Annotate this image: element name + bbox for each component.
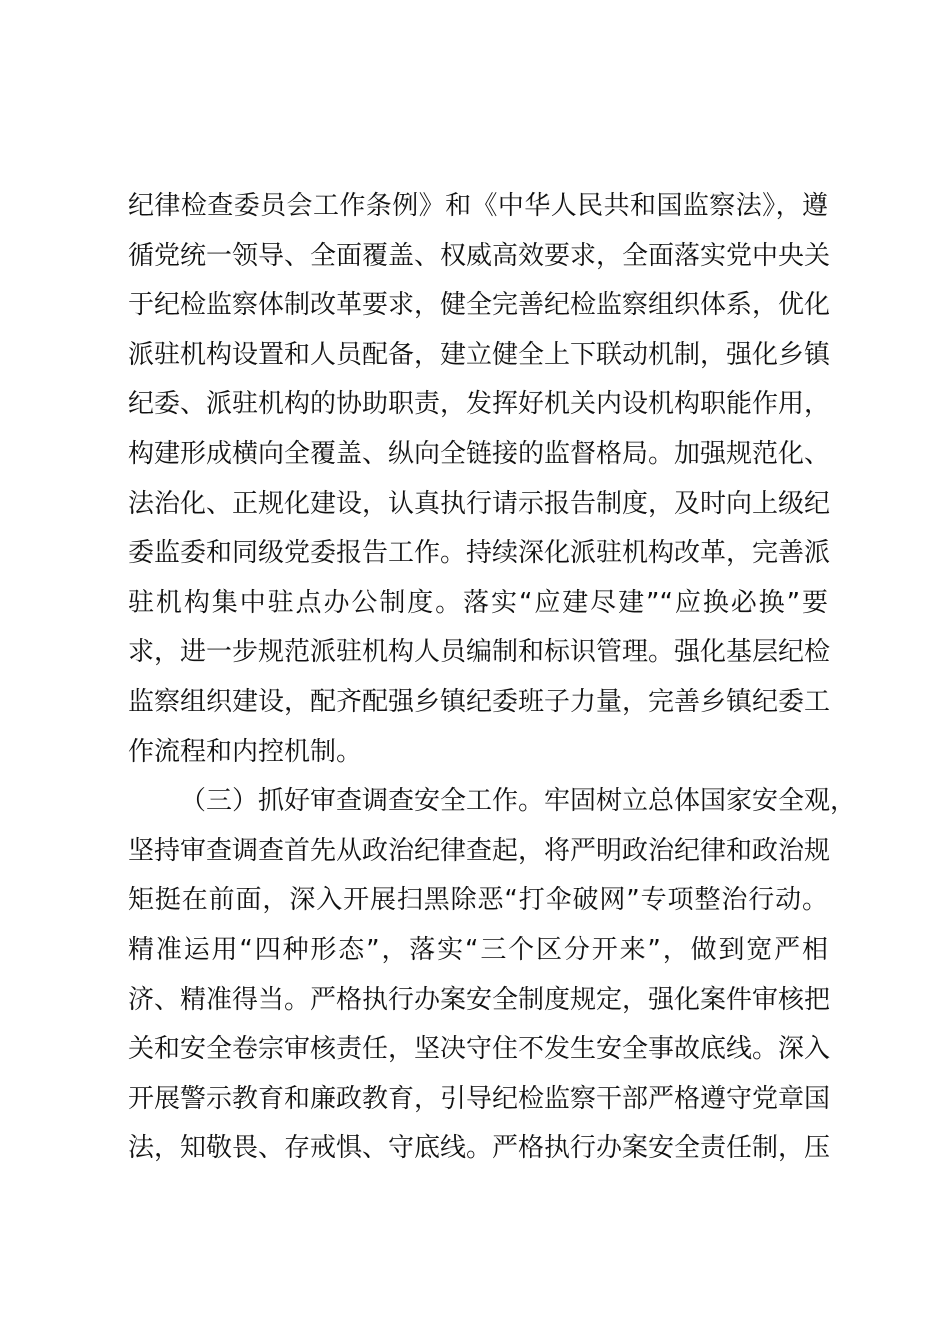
text-line: 于纪检监察体制改革要求，健全完善纪检监察组织体系，优化 [128,290,831,321]
text-line: 构建形成横向全覆盖、纵向全链接的监督格局。加强规范化、 [128,438,831,469]
text-line: 委监委和同级党委报告工作。持续深化派驻机构改革，完善派 [128,538,831,569]
text-line: 坚持审查调查首先从政治纪律查起，将严明政治纪律和政治规 [128,835,831,866]
text-line: 开展警示教育和廉政教育，引导纪检监察干部严格遵守党章国 [128,1083,831,1114]
text-line: 监察组织建设，配齐配强乡镇纪委班子力量，完善乡镇纪委工 [128,686,831,717]
text-line: 法，知敬畏、存戒惧、守底线。严格执行办案安全责任制，压 [128,1133,831,1164]
text-line: 驻机构集中驻点办公制度。落实“应建尽建”“应换必换”要 [128,587,828,618]
text-line: 派驻机构设置和人员配备，建立健全上下联动机制，强化乡镇 [128,339,831,370]
text-line: 求，进一步规范派驻机构人员编制和标识管理。强化基层纪检 [128,637,831,668]
paragraph-last-line: 作流程和内控机制。 [128,736,363,767]
section-heading-line: （三）抓好审查调查安全工作。牢固树立总体国家安全观， [180,786,857,817]
text-line: 关和安全卷宗审核责任，坚决守住不发生安全事故底线。深入 [128,1034,831,1065]
text-line: 循党统一领导、全面覆盖、权威高效要求，全面落实党中央关 [128,240,831,271]
text-line: 法治化、正规化建设，认真执行请示报告制度，及时向上级纪 [128,488,831,519]
text-line: 精准运用“四种形态”，落实“三个区分开来”，做到宽严相 [128,934,828,965]
text-line: 纪委、派驻机构的协助职责，发挥好机关内设机构职能作用， [128,389,831,420]
text-line: 纪律检查委员会工作条例》和《中华人民共和国监察法》，遵 [128,191,828,221]
text-line: 济、精准得当。严格执行办案安全制度规定，强化案件审核把 [128,984,831,1015]
text-line: 矩挺在前面，深入开展扫黑除恶“打伞破网”专项整治行动。 [128,885,828,916]
document-body [128,182,857,1174]
